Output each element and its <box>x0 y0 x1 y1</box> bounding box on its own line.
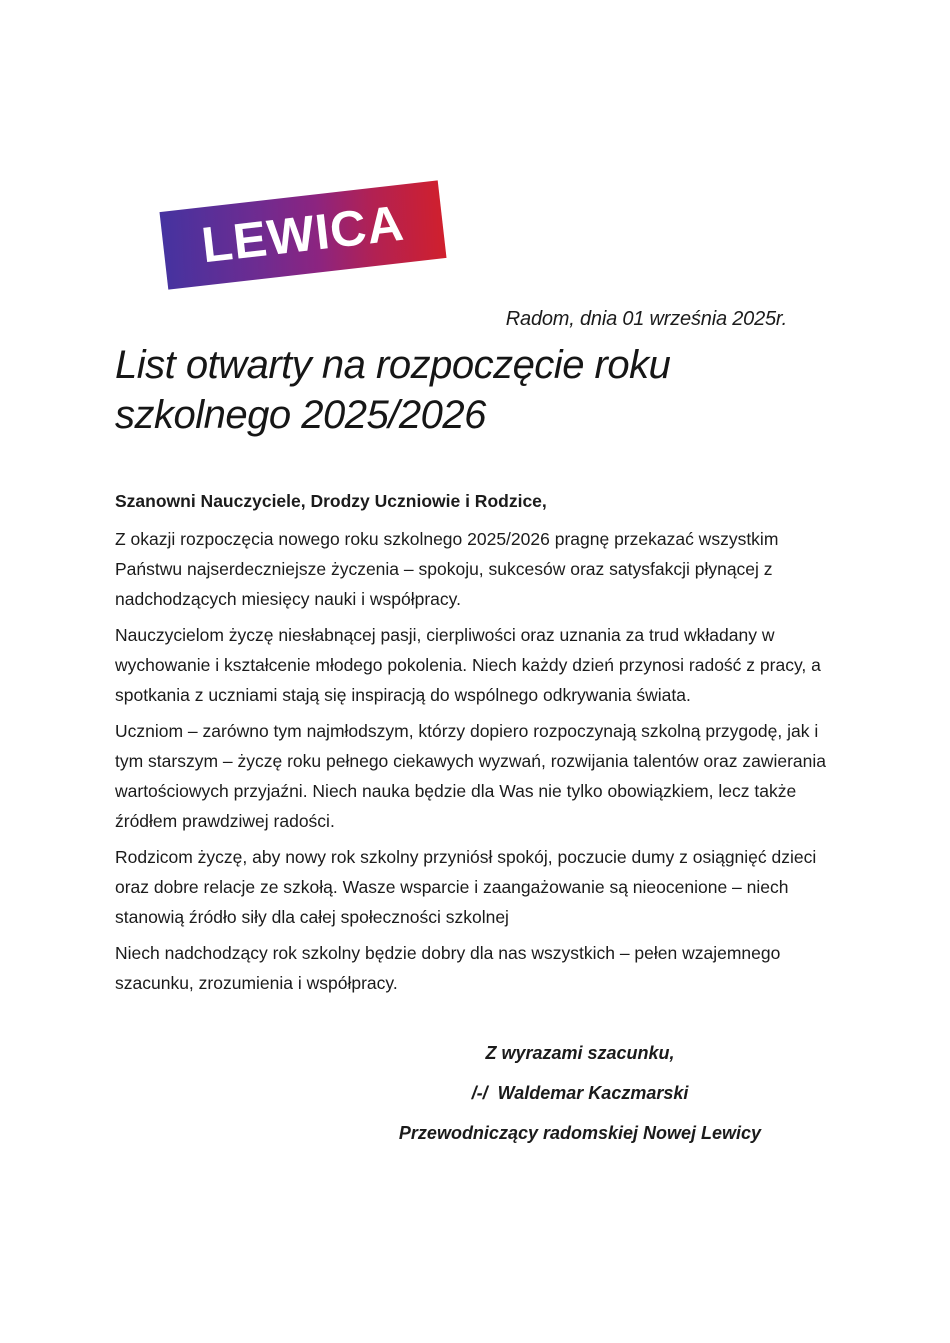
salutation: Szanowni Nauczyciele, Drodzy Uczniowie i Rodzice, <box>115 491 547 511</box>
paragraph-parents: Rodzicom życzę, aby nowy rok szkolny przyniósł spokój, poczucie dumy z osiągnięć dzieci oraz dobre relacje ze szkołą. Wasze wsparcie i zaangażowanie są nieocenione – niech stanowią źródło siły dla całej społeczności szkolnej <box>115 847 817 927</box>
paragraph-students: Uczniom – zarówno tym najmłodszym, którzy dopiero rozpoczynają szkolną przygodę, jak i tym starszym – życzę roku pełnego ciekawych wyzwań, rozwijania talentów oraz zawierania wartościowych przyjaźni. Niech nauka będzie dla Was nie tylko obowiązkiem, lecz także źródłem prawdziwej radości. <box>115 721 826 831</box>
letter-title-line-2: szkolnego 2025/2026 <box>115 393 486 437</box>
paragraph-wishes-general: Z okazji rozpoczęcia nowego roku szkolnego 2025/2026 pragnę przekazać wszystkim Państwu najserdeczniejsze życzenia – spokoju, sukcesów oraz satysfakcji płynącej z nadchodzących miesięcy nauki i współpracy. <box>115 529 779 609</box>
paragraph-teachers: Nauczycielom życzę niesłabnącej pasji, cierpliwości oraz uznania za trud wkładany w wychowanie i kształcenie młodego pokolenia. Niech każdy dzień przynosi radość z pracy, a spotkania z uczniami stają się inspiracją do wspólnego odkrywania świata. <box>115 625 821 705</box>
letter-title <box>115 340 855 440</box>
closing-signature-name: /-/ Waldemar Kaczmarski <box>471 1083 689 1103</box>
lewica-logo-text: LEWICA <box>198 194 407 274</box>
closing-salutation: Z wyrazami szacunku, <box>485 1043 675 1063</box>
paragraph-final-wish: Niech nadchodzący rok szkolny będzie dobry dla nas wszystkich – pełen wzajemnego szacunku, zrozumienia i współpracy. <box>115 943 781 993</box>
letter-title-line-1: List otwarty na rozpoczęcie roku <box>115 343 671 387</box>
closing-block <box>210 1038 950 1158</box>
lewica-logo <box>159 180 446 289</box>
closing-signature-role: Przewodniczący radomskiej Nowej Lewicy <box>398 1123 762 1143</box>
dateline: Radom, dnia 01 września 2025r. <box>505 308 787 330</box>
letter-body <box>115 486 837 1004</box>
